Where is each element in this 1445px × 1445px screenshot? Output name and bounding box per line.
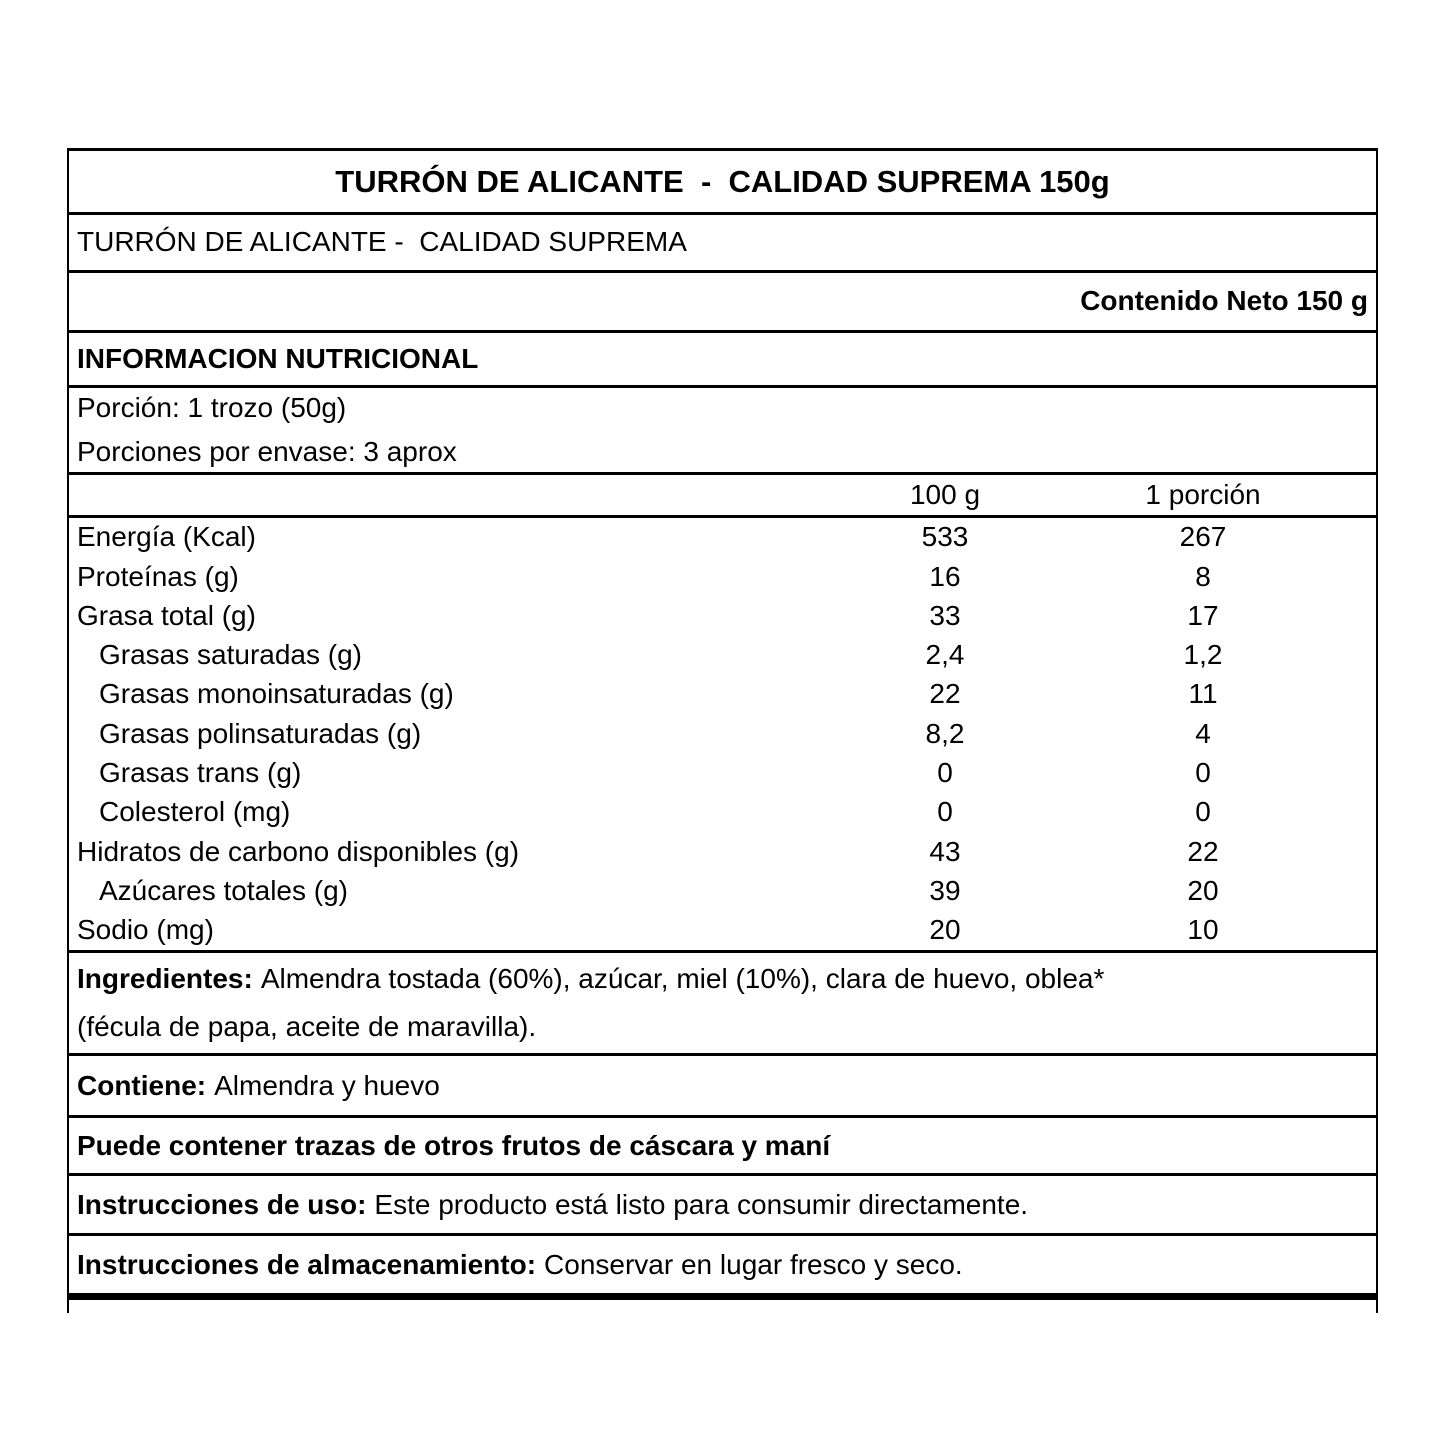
nutrient-name: Colesterol (mg) bbox=[99, 796, 291, 828]
value-per-portion: 267 bbox=[1179, 521, 1227, 553]
nutrient-name: Hidratos de carbono disponibles (g) bbox=[77, 835, 520, 867]
traces-text: Puede contener trazas de otros frutos de cáscara y maní bbox=[77, 1129, 831, 1161]
storage-label: Instrucciones de almacenamiento: bbox=[77, 1248, 537, 1280]
product-subtitle: TURRÓN DE ALICANTE - CALIDAD SUPREMA bbox=[69, 215, 1376, 273]
nutrient-name: Grasas polinsaturadas (g) bbox=[99, 717, 422, 749]
value-per-portion: 20 bbox=[1187, 874, 1219, 906]
nutrient-row bbox=[69, 793, 1376, 832]
product-title: TURRÓN DE ALICANTE - CALIDAD SUPREMA 150g bbox=[69, 151, 1376, 215]
value-per-portion: 0 bbox=[1195, 757, 1211, 789]
value-per-100g: 8,2 bbox=[925, 717, 965, 749]
storage-instructions-section bbox=[69, 1236, 1376, 1293]
nutrient-row bbox=[69, 754, 1376, 793]
ingredients-line-2: (fécula de papa, aceite de maravilla). bbox=[77, 1011, 537, 1043]
nutrient-row bbox=[69, 557, 1376, 596]
nutrient-name: Grasas monoinsaturadas (g) bbox=[99, 678, 454, 710]
serving-info bbox=[69, 388, 1376, 475]
value-per-100g: 0 bbox=[937, 757, 953, 789]
value-per-100g: 33 bbox=[929, 599, 961, 631]
value-per-portion: 8 bbox=[1195, 560, 1211, 592]
nutrition-label-table bbox=[67, 148, 1378, 1298]
nutrition-info-heading: INFORMACION NUTRICIONAL bbox=[69, 333, 1376, 388]
value-per-100g: 2,4 bbox=[925, 639, 965, 671]
value-per-portion: 1,2 bbox=[1183, 639, 1223, 671]
nutrient-row bbox=[69, 872, 1376, 911]
nutrient-name: Sodio (mg) bbox=[77, 914, 214, 946]
nutrient-name: Grasa total (g) bbox=[77, 599, 256, 631]
nutrient-row bbox=[69, 714, 1376, 753]
ingredients-section bbox=[69, 953, 1376, 1056]
value-per-100g: 39 bbox=[929, 874, 961, 906]
value-per-100g: 20 bbox=[929, 914, 961, 946]
value-per-portion: 4 bbox=[1195, 717, 1211, 749]
contains-label: Contiene: bbox=[77, 1069, 207, 1101]
next-row-stub bbox=[67, 1298, 1378, 1313]
storage-text: Conservar en lugar fresco y seco. bbox=[544, 1248, 963, 1280]
nutrient-name: Proteínas (g) bbox=[77, 560, 239, 592]
value-per-100g: 0 bbox=[937, 796, 953, 828]
value-per-portion: 0 bbox=[1195, 796, 1211, 828]
contains-text: Almendra y huevo bbox=[214, 1069, 440, 1101]
value-per-100g: 22 bbox=[929, 678, 961, 710]
nutrient-name: Grasas trans (g) bbox=[99, 757, 302, 789]
value-per-100g: 533 bbox=[921, 521, 969, 553]
nutrient-name: Grasas saturadas (g) bbox=[99, 639, 362, 671]
nutrient-rows bbox=[69, 518, 1376, 953]
value-per-portion: 22 bbox=[1187, 835, 1219, 867]
servings-per-pack: Porciones por envase: 3 aprox bbox=[77, 435, 457, 467]
value-per-portion: 17 bbox=[1187, 599, 1219, 631]
net-content: Contenido Neto 150 g bbox=[69, 273, 1376, 333]
column-headers bbox=[69, 475, 1376, 518]
nutrient-row bbox=[69, 911, 1376, 950]
column-header-portion: 1 porción bbox=[1145, 478, 1261, 510]
contains-section bbox=[69, 1056, 1376, 1118]
nutrient-row bbox=[69, 636, 1376, 675]
value-per-portion: 11 bbox=[1188, 678, 1218, 710]
usage-label: Instrucciones de uso: bbox=[77, 1188, 367, 1220]
usage-text: Este producto está listo para consumir directamente. bbox=[374, 1188, 1029, 1220]
traces-section bbox=[69, 1118, 1376, 1176]
value-per-100g: 16 bbox=[929, 560, 961, 592]
nutrient-row bbox=[69, 597, 1376, 636]
nutrient-row bbox=[69, 675, 1376, 714]
ingredients-text: Almendra tostada (60%), azúcar, miel (10%), clara de huevo, oblea* bbox=[260, 963, 1105, 995]
column-header-100g: 100 g bbox=[909, 478, 981, 510]
ingredients-line-1 bbox=[77, 963, 1104, 995]
nutrient-name: Energía (Kcal) bbox=[77, 521, 256, 553]
serving-size: Porción: 1 trozo (50g) bbox=[77, 392, 347, 424]
usage-instructions-section bbox=[69, 1176, 1376, 1236]
value-per-portion: 10 bbox=[1187, 914, 1219, 946]
nutrient-row bbox=[69, 518, 1376, 557]
ingredients-label: Ingredientes: bbox=[77, 963, 253, 995]
nutrient-row bbox=[69, 832, 1376, 871]
nutrient-name: Azúcares totales (g) bbox=[99, 874, 348, 906]
value-per-100g: 43 bbox=[929, 835, 961, 867]
